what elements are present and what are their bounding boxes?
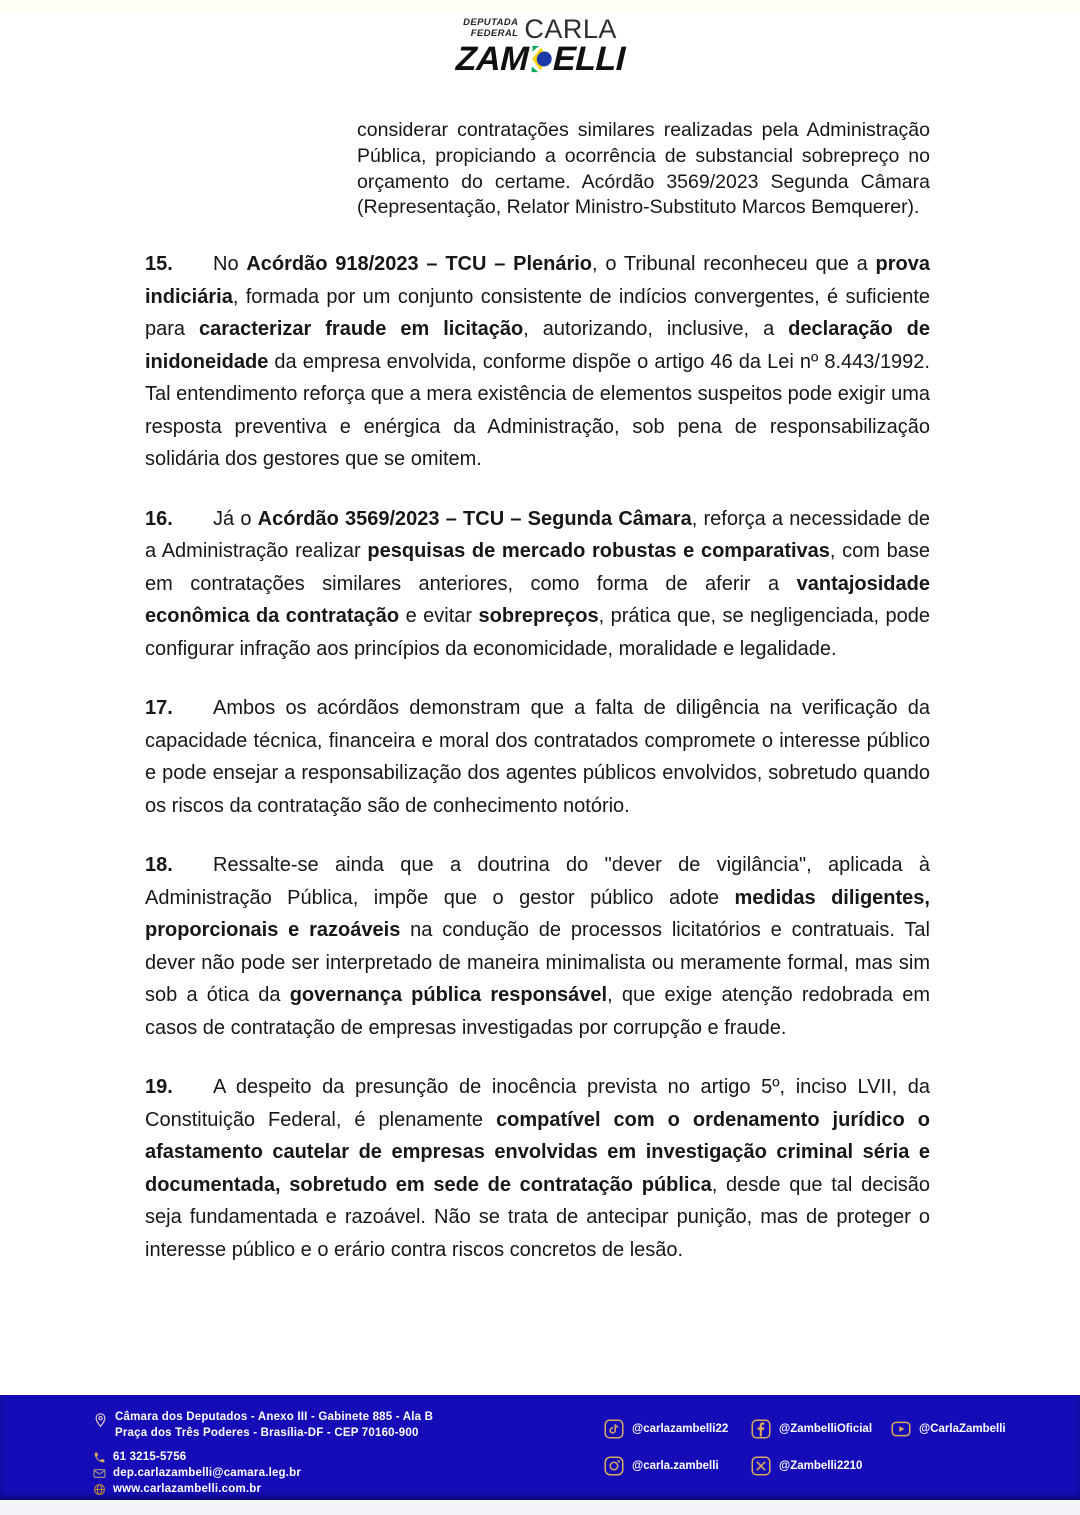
- paragraph-number: 15.: [145, 253, 173, 276]
- logo-surname: [454, 40, 626, 78]
- footer-email[interactable]: dep.carlazambelli@camara.leg.br: [113, 1467, 302, 1479]
- social-x-handle: @Zambelli2210: [779, 1460, 863, 1472]
- letterhead: [0, 14, 1080, 78]
- email-icon: [93, 1467, 106, 1480]
- footer-contact-block: [93, 1410, 433, 1497]
- logo-title: [463, 18, 518, 42]
- paragraph-number: 17.: [145, 697, 173, 720]
- social-facebook-handle: @ZambelliOficial: [779, 1423, 873, 1435]
- logo-surname-left: ZAM: [454, 40, 529, 78]
- paragraph-17: 17. Ambos os acórdãos demonstram que a falta de diligência na verificação da capacidade técnica, financeira e moral dos contratados compromete o interesse público e pode ensejar a responsabilização dos agentes públicos envolvidos, sobretudo quando os riscos da contratação são de conhecimento notório.: [145, 692, 930, 822]
- social-tiktok-handle: @carlazambelli22: [632, 1423, 729, 1435]
- brazil-flag-b-icon: [528, 45, 552, 73]
- page-top-tint: [0, 0, 1080, 10]
- social-facebook[interactable]: [751, 1419, 891, 1439]
- social-x[interactable]: [751, 1456, 891, 1476]
- paragraph-number: 16.: [145, 507, 173, 530]
- social-youtube[interactable]: [891, 1419, 1006, 1439]
- paragraph-18: 18. Ressalte-se ainda que a doutrina do "dever de vigilância", aplicada à Administração Pública, impõe que o gestor público adote medidas diligentes, proporcionais e razoáveis na condução de processos licitatórios e contratuais. Tal dever não pode ser interpretado de maneira minimalista ou meramente formal, mas sim sob a ótica da governança pública responsável, que exige atenção redobrada em casos de contratação de empresas investigadas por corrupção e fraude.: [145, 849, 930, 1044]
- footer-address-line1: Câmara dos Deputados - Anexo III - Gabinete 885 - Ala B: [115, 1411, 434, 1423]
- footer-address-line2: Praça dos Três Poderes - Brasília-DF - CEP 70160-900: [115, 1426, 419, 1439]
- paragraph-number: 18.: [145, 854, 173, 877]
- phone-icon: [93, 1451, 106, 1464]
- page-footer: [0, 1395, 1080, 1500]
- location-pin-icon: [93, 1410, 108, 1430]
- facebook-icon: [751, 1419, 771, 1439]
- paragraph-19: 19. A despeito da presunção de inocência prevista no artigo 5º, inciso LVII, da Constituição Federal, é plenamente compatível com o ordenamento jurídico o afastamento cautelar de empresas envolvidas em investigação criminal séria e documentada, sobretudo em sede de contratação pública, desde que tal decisão seja fundamentada e razoável. Não se trata de antecipar punição, mas de proteger o interesse público e o erário contra riscos concretos de lesão.: [145, 1071, 930, 1266]
- globe-icon: [93, 1483, 106, 1496]
- social-tiktok[interactable]: [604, 1419, 751, 1439]
- footer-social-block: [604, 1419, 1006, 1476]
- tiktok-icon: [604, 1419, 624, 1439]
- paragraph-15: 15. No Acórdão 918/2023 – TCU – Plenário, o Tribunal reconheceu que a prova indiciária, formada por um conjunto consistente de indícios convergentes, é suficiente para caracterizar fraude em licitação, autorizando, inclusive, a declaração de inidoneidade da empresa envolvida, conforme dispõe o artigo 46 da Lei nº 8.443/1992. Tal entendimento reforça que a mera existência de elementos suspeitos pode exigir uma resposta preventiva e enérgica da Administração, sob pena de responsabilização solidária dos gestores que se omitem.: [145, 248, 930, 476]
- footer-phone[interactable]: 61 3215-5756: [113, 1451, 187, 1463]
- logo-first-name: CARLA: [524, 14, 617, 44]
- zambelli-logo: [454, 14, 626, 78]
- logo-title-line1: DEPUTADA: [463, 17, 519, 28]
- paragraph-16: 16. Já o Acórdão 3569/2023 – TCU – Segunda Câmara, reforça a necessidade de a Administração realizar pesquisas de mercado robustas e comparativas, com base em contratações similares anteriores, como forma de aferir a vantajosidade econômica da contratação e evitar sobrepreços, prática que, se negligenciada, pode configurar infração aos princípios da economicidade, moralidade e legalidade.: [145, 503, 930, 666]
- x-icon: [751, 1456, 771, 1476]
- citation-block: considerar contratações similares realizadas pela Administração Pública, propiciando a ocorrência de substancial sobrepreço no orçamento do certame. Acórdão 3569/2023 Segunda Câmara (Representação, Relator Ministro-Substituto Marcos Bemquerer).: [357, 119, 930, 219]
- social-instagram[interactable]: [604, 1456, 751, 1476]
- logo-title-line2: FEDERAL: [470, 27, 519, 39]
- social-youtube-handle: @CarlaZambelli: [919, 1423, 1006, 1435]
- youtube-icon: [891, 1419, 911, 1439]
- instagram-icon: [604, 1456, 624, 1476]
- paragraph-number: 19.: [145, 1076, 173, 1099]
- logo-surname-right: ELLI: [552, 40, 626, 78]
- page-bottom-strip: [0, 1500, 1080, 1515]
- footer-website[interactable]: www.carlazambelli.com.br: [113, 1483, 262, 1495]
- document-body: [145, 248, 930, 1266]
- social-instagram-handle: @carla.zambelli: [632, 1460, 719, 1472]
